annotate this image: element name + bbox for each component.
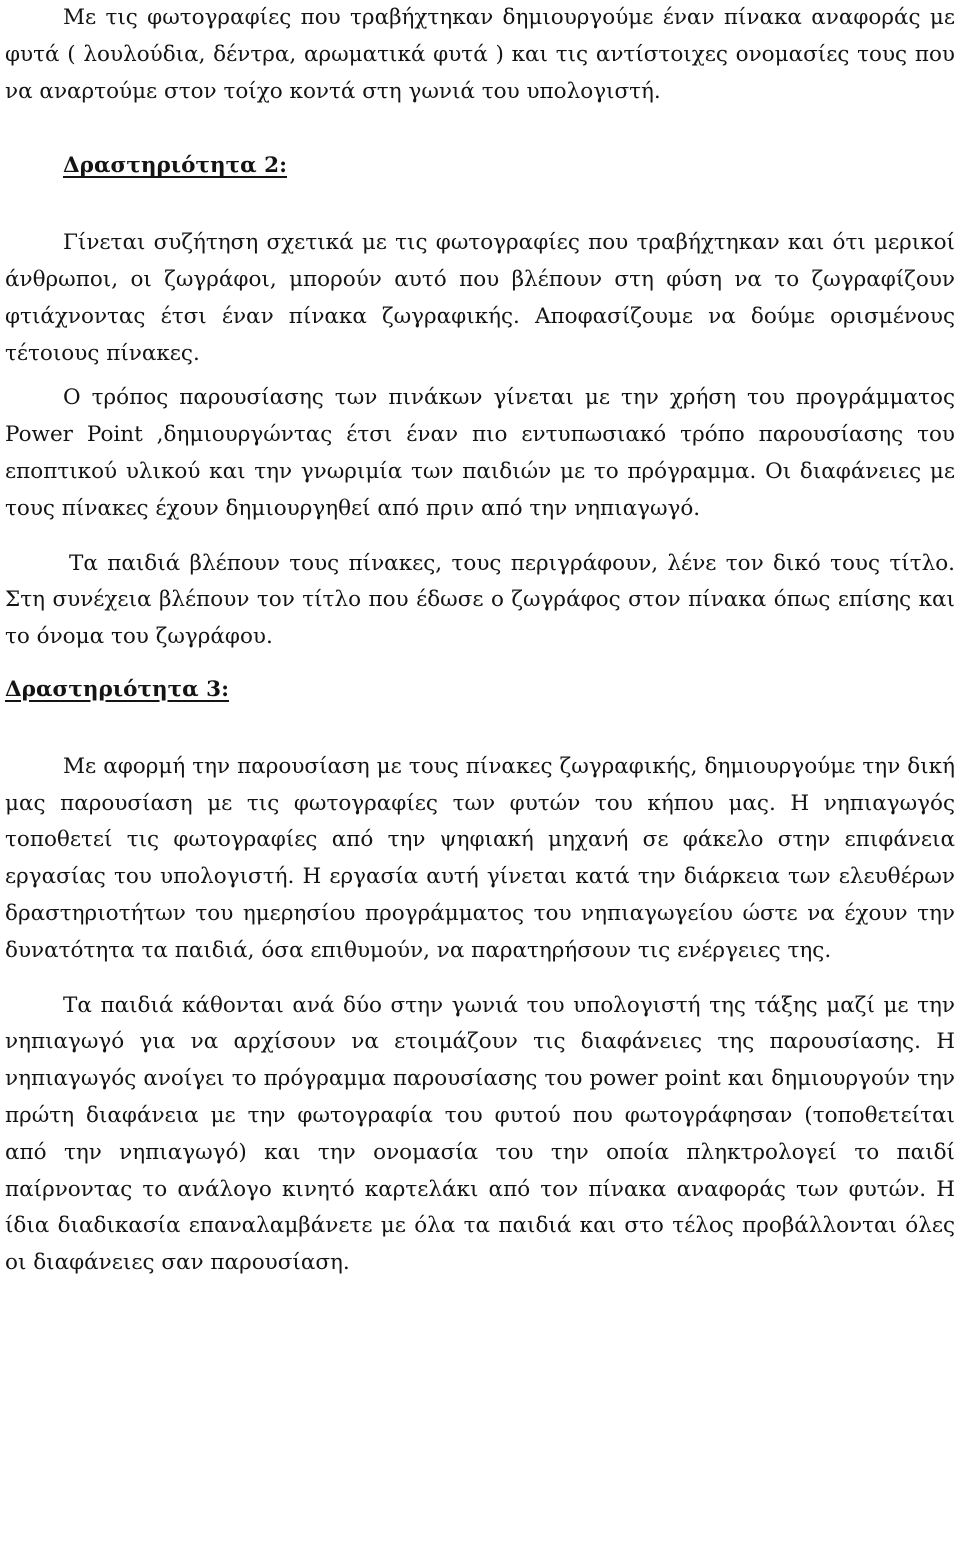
spacer — [5, 528, 955, 546]
spacer — [5, 110, 955, 148]
paragraph-presentation: Ο τρόπος παρουσίασης των πινάκων γίνεται με την χρήση του προγράμματος Power Point ,δημιουργώντας έτσι έναν πιο εντυπωσιακό τρόπο παρουσίασης του εποπτικού υλικού και την γνωριμία των παιδιών με το πρόγραμμα. Οι διαφάνειες με τους πίνακες έχουν δημιουργηθεί από πριν από την νηπιαγωγό. — [5, 385, 955, 521]
paragraph-own-presentation: Με αφορμή την παρουσίαση με τους πίνακες ζωγραφικής, δημιουργούμε την δική μας παρουσίαση με τις φωτογραφίες των φυτών του κήπου μας. Η νηπιαγωγός τοποθετεί τις φωτογραφίες από την ψηφιακή μηχανή σε φάκελο στην επιφάνεια εργασίας του υπολογιστή. Η εργασία αυτή γίνεται κατά την διάρκεια των ελευθέρων δραστηριοτήτων του ημερησίου προγράμματος του νηπιαγωγείου ώστε να έχουν την δυνατότητα τα παιδιά, όσα επιθυμούν, να παρατηρήσουν τις ενέργειες της. — [5, 753, 955, 963]
paragraph-children-see: Τα παιδιά βλέπουν τους πίνακες, τους περιγράφουν, λένε τον δικό τους τίτλο. Στη συνέχεια βλέπουν τον τίτλο που έδωσε ο ζωγράφος στον πίνακα όπως επίσης και το όνομα του ζωγράφου. — [5, 550, 955, 650]
spacer — [5, 656, 955, 672]
spacer — [5, 372, 955, 380]
document-page — [5, 0, 955, 1282]
paragraph-intro: Με τις φωτογραφίες που τραβήχτηκαν δημιουργούμε έναν πίνακα αναφοράς με φυτά ( λουλούδια, δέντρα, αρωματικά φυτά ) και τις αντίστοιχες ονομασίες τους που να αναρτούμε στον τοίχο κοντά στη γωνιά του υπολογιστή. — [5, 5, 955, 104]
heading-activity-2: Δραστηριότητα 2: — [63, 153, 288, 179]
paragraph-discussion: Γίνεται συζήτηση σχετικά με τις φωτογραφίες που τραβήχτηκαν και ότι μερικοί άνθρωποι, οι ζωγράφοι, μπορούν αυτό που βλέπουν στη φύση να το ζωγραφίζουν φτιάχνοντας έτσι έναν πίνακα ζωγραφικής. Αποφασίζουμε να δούμε ορισμένους τέτοιους πίνακες. — [5, 230, 955, 366]
spacer — [5, 709, 955, 749]
spacer — [5, 185, 955, 225]
heading-activity-3: Δραστηριότητα 3: — [5, 676, 230, 702]
paragraph-pairs: Τα παιδιά κάθονται ανά δύο στην γωνιά του υπολογιστή της τάξης μαζί με την νηπιαγωγό για να αρχίσουν να ετοιμάζουν τις διαφάνειες της παρουσίασης. Η νηπιαγωγός ανοίγει το πρόγραμμα παρουσίασης του power point και δημιουργούν την πρώτη διαφάνεια με την φωτογραφία του φυτού που φωτογράφησαν (τοποθετείται από την νηπιαγωγό) και την ονομασία του την οποία πληκτρολογεί το παιδί παίρνοντας το ανάλογο κινητό καρτελάκι από τον πίνακα αναφοράς των φυτών. Η ίδια διαδικασία επαναλαμβάνετε με όλα τα παιδιά και στο τέλος προβάλλονται όλες οι διαφάνειες σαν παρουσίαση. — [5, 992, 955, 1276]
spacer — [5, 970, 955, 988]
